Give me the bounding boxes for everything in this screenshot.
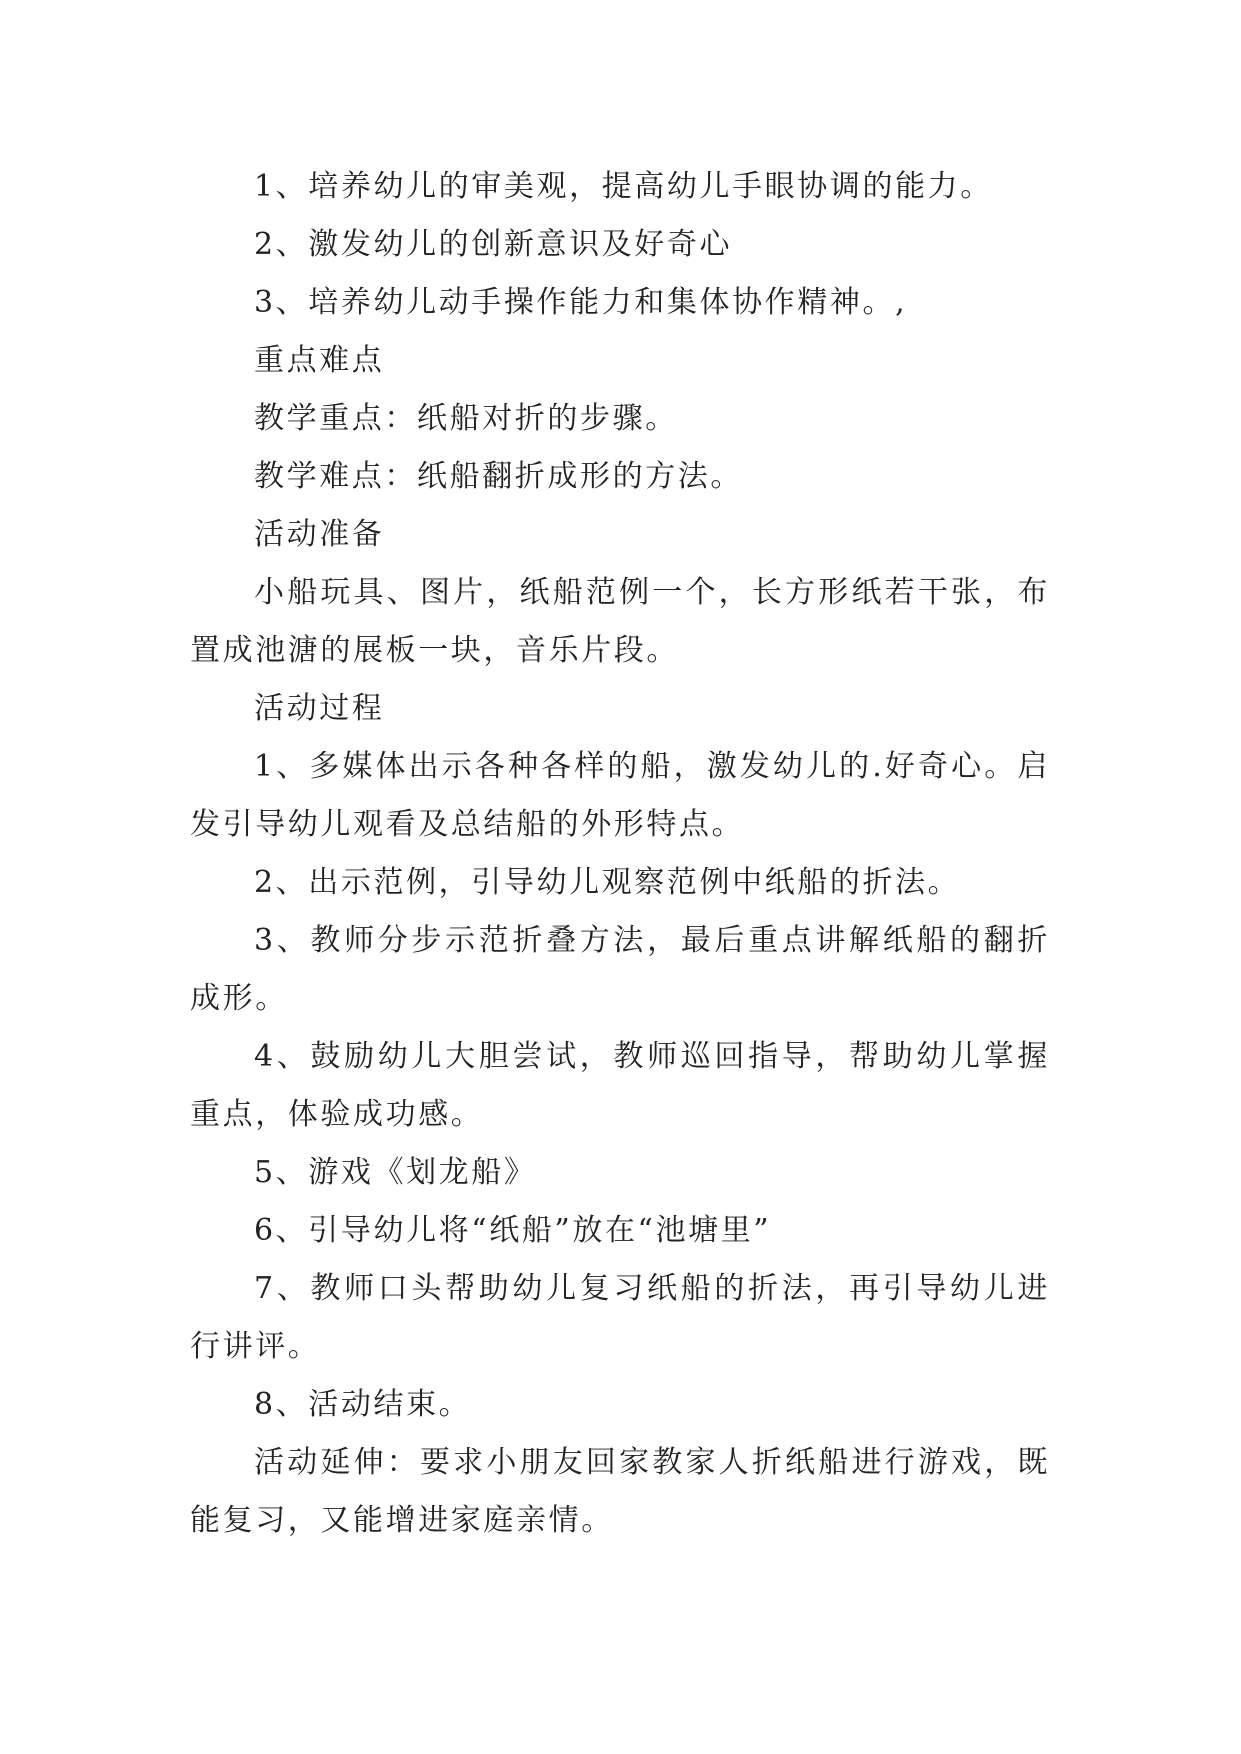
process-step-5: 5、游戏《划龙船》 xyxy=(254,1155,537,1190)
process-step-4: 4、鼓励幼儿大胆尝试，教师巡回指导，帮助幼儿掌握重点，体验成功感。 xyxy=(190,1039,1050,1132)
process-step-7: 7、教师口头帮助幼儿复习纸船的折法，再引导幼儿进行讲评。 xyxy=(190,1271,1050,1364)
teaching-difficulty: 教学难点：纸船翻折成形的方法。 xyxy=(254,459,743,494)
process-step-1: 1、多媒体出示各种各样的船，激发幼儿的.好奇心。启发引导幼儿观看及总结船的外形特点。 xyxy=(190,749,1050,842)
heading-preparation: 活动准备 xyxy=(254,517,385,552)
heading-process: 活动过程 xyxy=(254,691,385,726)
heading-key-points: 重点难点 xyxy=(254,343,385,378)
process-step-6: 6、引导幼儿将“纸船”放在“池塘里” xyxy=(254,1213,772,1248)
process-step-3: 3、教师分步示范折叠方法，最后重点讲解纸船的翻折成形。 xyxy=(190,923,1050,1016)
process-step-2: 2、出示范例，引导幼儿观察范例中纸船的折法。 xyxy=(254,865,961,900)
activity-extension: 活动延伸：要求小朋友回家教家人折纸船进行游戏，既能复习，又能增进家庭亲情。 xyxy=(190,1445,1050,1538)
goal-1: 1、培养幼儿的审美观，提高幼儿手眼协调的能力。 xyxy=(254,169,993,204)
process-step-8: 8、活动结束。 xyxy=(254,1387,472,1422)
preparation-text: 小船玩具、图片，纸船范例一个，长方形纸若干张，布置成池溏的展板一块，音乐片段。 xyxy=(190,575,1050,668)
goal-2: 2、激发幼儿的创新意识及好奇心 xyxy=(254,227,733,262)
goal-3: 3、培养幼儿动手操作能力和集体协作精神。, xyxy=(254,285,908,320)
document-body xyxy=(190,158,1050,1550)
teaching-focus: 教学重点：纸船对折的步骤。 xyxy=(254,401,678,436)
